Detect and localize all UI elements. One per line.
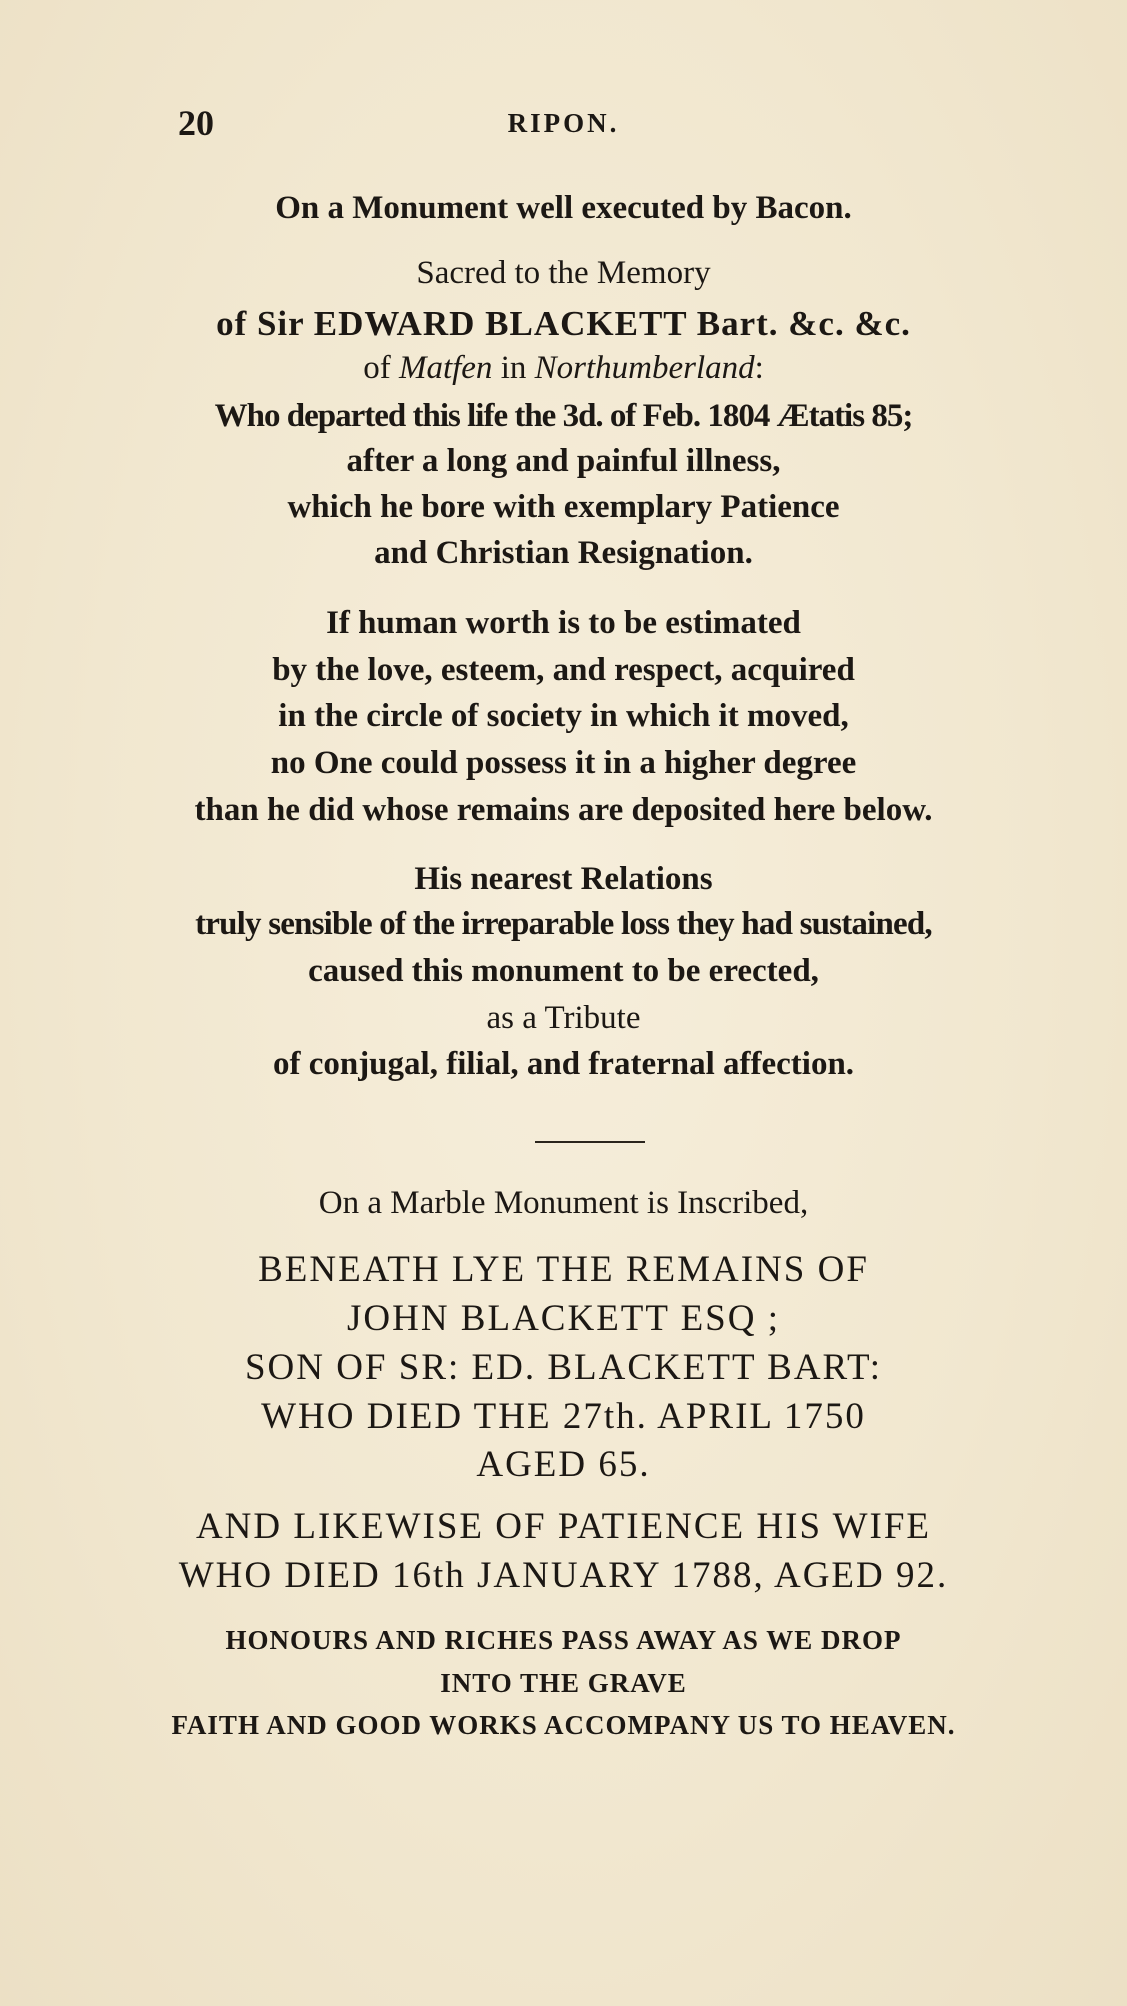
place-name: Matfen: [398, 350, 493, 386]
inscription-line: than he did whose remains are deposited here below.: [194, 792, 933, 828]
motto-line: FAITH AND GOOD WORKS ACCOMPANY US TO HEAVEN.: [171, 1710, 956, 1740]
inscription-line: Sacred to the Memory: [416, 255, 711, 291]
inscription-caps-line: JOHN BLACKETT ESQ ;: [346, 1298, 781, 1339]
running-head: RIPON.: [507, 108, 620, 138]
section-intro: On a Monument well executed by Bacon.: [275, 190, 852, 226]
inscription-line: and Christian Resignation.: [374, 535, 753, 571]
motto-line: INTO THE GRAVE: [440, 1668, 687, 1698]
inscription-caps-line: AGED 65.: [476, 1444, 651, 1485]
inscription-line: truly sensible of the irreparable loss they had sustained,: [195, 906, 932, 942]
inscription-line: after a long and painful illness,: [346, 443, 781, 479]
inscription-caps-line: BENEATH LYE THE REMAINS OF: [258, 1249, 869, 1290]
section-intro: On a Marble Monument is Inscribed,: [318, 1185, 809, 1221]
inscription-line: of Sir EDWARD BLACKETT Bart. &c. &c.: [216, 304, 911, 343]
inscription-line: by the love, esteem, and respect, acquired: [272, 652, 855, 688]
inscription-line: His nearest Relations: [414, 861, 713, 897]
inscription-line: Who departed this life the 3d. of Feb. 1804 Ætatis 85;: [214, 398, 913, 434]
inscription-caps-line: SON OF SR: ED. BLACKETT BART:: [244, 1347, 883, 1388]
inscription-line: caused this monument to be erected,: [308, 953, 819, 989]
inscription-line: of conjugal, filial, and fraternal affection.: [272, 1046, 855, 1082]
inscription-caps-line: WHO DIED THE 27th. APRIL 1750: [261, 1396, 866, 1437]
inscription-line: which he bore with exemplary Patience: [287, 489, 840, 525]
inscription-line: in the circle of society in which it moved,: [278, 698, 849, 734]
page-header: [0, 100, 1127, 150]
inscription-line: no One could possess it in a higher degree: [270, 745, 857, 781]
section-divider: [535, 1141, 645, 1143]
inscription-caps-line: WHO DIED 16th JANUARY 1788, AGED 92.: [178, 1555, 949, 1596]
inscription-line: If human worth is to be estimated: [326, 605, 801, 641]
inscription-line: as a Tribute: [486, 1000, 641, 1036]
inscription-place-line: of Matfen in Northumberland:: [363, 350, 764, 386]
motto-line: HONOURS AND RICHES PASS AWAY AS WE DROP: [225, 1625, 902, 1655]
inscription-caps-line: AND LIKEWISE OF PATIENCE HIS WIFE: [195, 1506, 932, 1547]
county-name: Northumberland: [534, 350, 755, 386]
page-number: 20: [178, 103, 214, 143]
